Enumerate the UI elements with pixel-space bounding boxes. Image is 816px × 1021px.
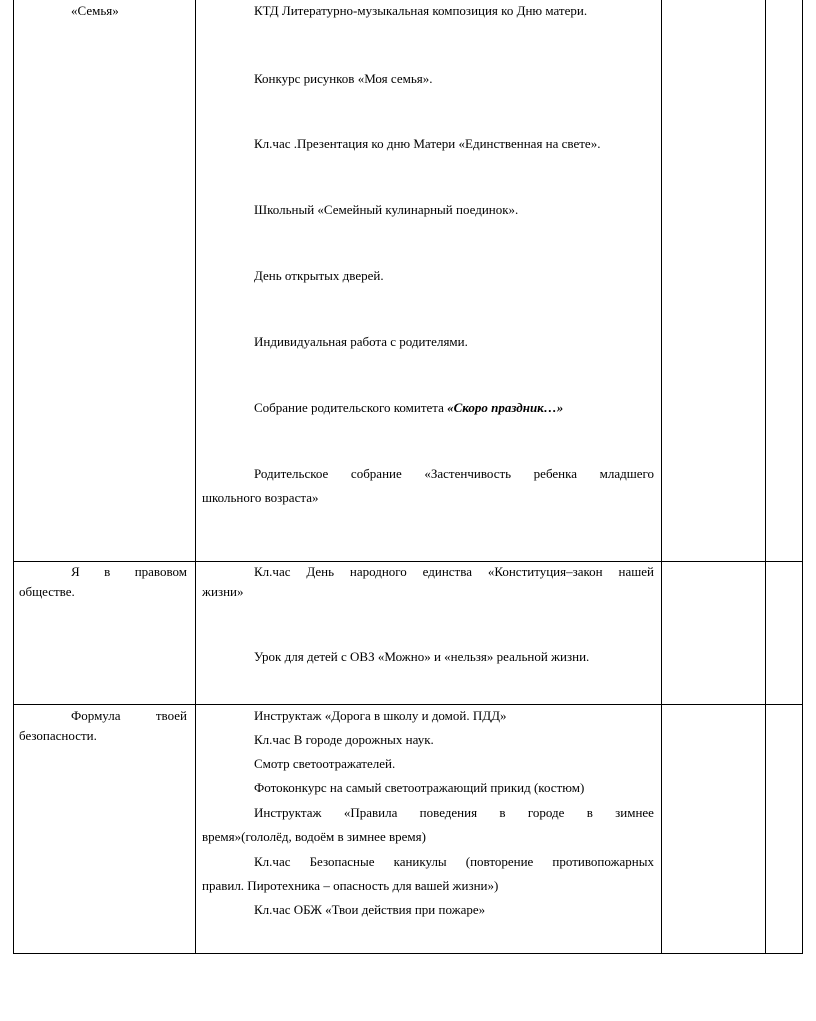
event-item: [254, 854, 654, 870]
word: «Застенчивость: [424, 466, 512, 481]
word: «Правила: [343, 805, 398, 820]
word: День: [306, 564, 335, 579]
event-text: Собрание родительского комитета: [254, 400, 444, 415]
word: Безопасные: [309, 854, 375, 869]
word: (повторение: [465, 854, 534, 869]
word: единства: [422, 564, 472, 579]
word: Родительское: [254, 466, 329, 481]
word: народного: [349, 564, 407, 579]
word: твоей: [155, 708, 187, 723]
word: зимнее: [615, 805, 654, 820]
event-item: КТД Литературно-музыкальная композиция ко Дню матери.: [254, 3, 588, 18]
table-border-right: [802, 0, 803, 954]
event-item: [254, 400, 563, 416]
event-item-continued: время»(гололёд, водоём в зимнее время): [202, 829, 426, 844]
topic-cell: [71, 708, 187, 724]
word: противопожарных: [552, 854, 654, 869]
row-divider: [13, 561, 803, 562]
event-item: Школьный «Семейный кулинарный поединок».: [254, 202, 519, 217]
word: каникулы: [393, 854, 447, 869]
row-divider: [13, 704, 803, 705]
event-item: [254, 564, 654, 580]
plan-table: [13, 0, 803, 954]
event-item: Смотр светоотражателей.: [254, 756, 396, 771]
word: собрание: [350, 466, 402, 481]
event-item: [254, 466, 654, 482]
event-item: Конкурс рисунков «Моя семья».: [254, 71, 433, 86]
word: правовом: [134, 564, 187, 579]
word: Формула: [71, 708, 121, 723]
event-item: [254, 805, 654, 821]
word: городе: [527, 805, 565, 820]
word: «Конституция–закон: [487, 564, 603, 579]
word: Инструктаж: [254, 805, 322, 820]
topic-cell: «Семья»: [71, 3, 119, 18]
topic-cell-continued: обществе.: [19, 584, 75, 599]
word: ребенка: [533, 466, 578, 481]
event-item: Инструктаж «Дорога в школу и домой. ПДД»: [254, 708, 507, 723]
word: Кл.час: [254, 564, 291, 579]
word: поведения: [419, 805, 478, 820]
topic-cell: [71, 564, 187, 580]
column-divider: [661, 0, 662, 954]
word: в: [104, 564, 111, 579]
event-title-emphasis: «Скоро праздник…»: [447, 400, 564, 415]
word: в: [499, 805, 506, 820]
event-item: Кл.час ОБЖ «Твои действия при пожаре»: [254, 902, 486, 917]
event-item: Фотоконкурс на самый светоотражающий прикид (костюм): [254, 780, 585, 795]
event-item: День открытых дверей.: [254, 268, 384, 283]
word: в: [586, 805, 593, 820]
topic-cell-continued: безопасности.: [19, 728, 97, 743]
event-item-continued: правил. Пиротехника – опасность для вашей жизни»): [202, 878, 499, 893]
event-item-continued: школьного возраста»: [202, 490, 319, 505]
word: Я: [71, 564, 80, 579]
event-item-continued: жизни»: [202, 584, 244, 599]
table-border-left: [13, 0, 14, 954]
event-item: Кл.час В городе дорожных наук.: [254, 732, 434, 747]
column-divider: [195, 0, 196, 954]
event-item: Урок для детей с ОВЗ «Можно» и «нельзя» реальной жизни.: [254, 649, 590, 664]
event-item: Индивидуальная работа с родителями.: [254, 334, 468, 349]
column-divider: [765, 0, 766, 954]
event-item: Кл.час .Презентация ко дню Матери «Единственная на свете».: [254, 136, 601, 151]
word: нашей: [618, 564, 654, 579]
word: младшего: [599, 466, 654, 481]
word: Кл.час: [254, 854, 291, 869]
table-border-bottom: [13, 953, 803, 954]
